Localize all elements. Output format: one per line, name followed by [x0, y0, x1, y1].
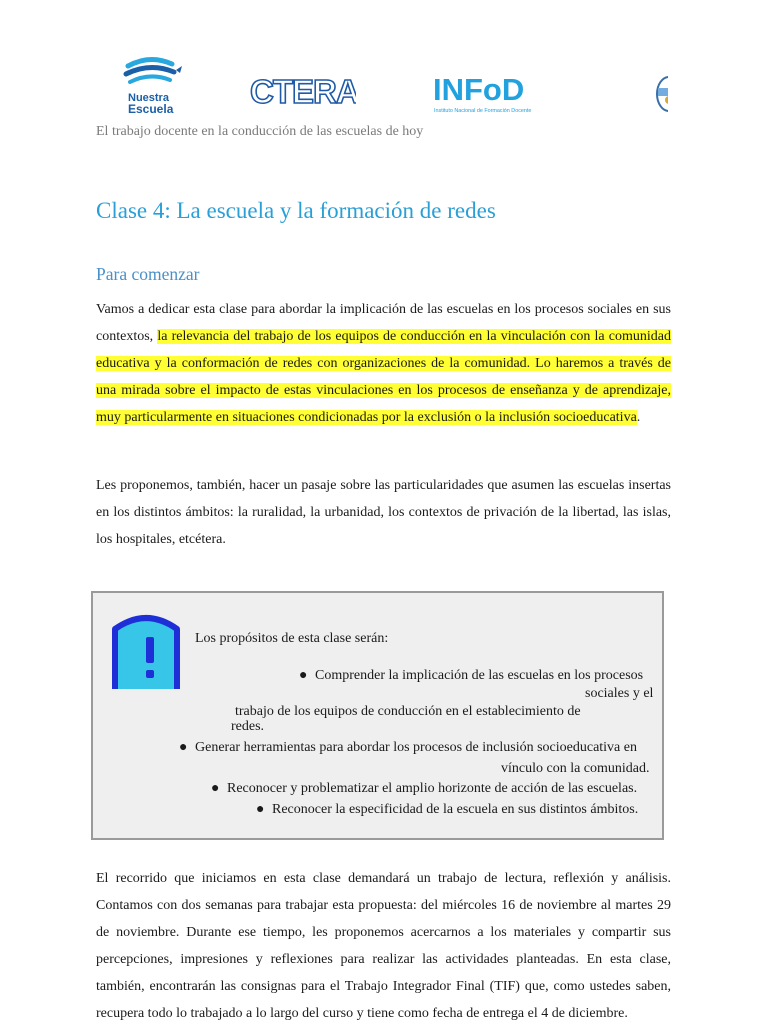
bullet-3: ●: [211, 781, 220, 796]
purpose-item-2: [179, 739, 637, 756]
nuestra-escuela-logo: [120, 56, 190, 120]
purposes-box: [91, 591, 664, 840]
infod-subtitle: Instituto Nacional de Formación Docente: [434, 108, 532, 114]
ctera-logo: [248, 72, 356, 110]
purposes-intro: Los propósitos de esta clase serán:: [195, 631, 389, 646]
paragraph-two: Les proponemos, también, hacer un pasaje sobre las particularidades que asumen las escuelas insertas en los distintos ámbitos: la ruralidad, la urbanidad, los contextos de privación de la libertad, las islas, los hospitales, etcétera.: [96, 478, 671, 547]
intro-paragraph: [96, 296, 671, 431]
paragraph-three: El recorrido que iniciamos en esta clase demandará un trabajo de lectura, reflexión y análisis. Contamos con dos semanas para trabajar esta propuesta: del miércoles 16 de noviembre al martes 29 de noviembre. Durante ese tiempo, les proponemos acercarnos a los materiales y compartir sus percepciones, impresiones y reflexiones para realizar las actividades planteadas. En esta clase, también, encontrarán las consignas para el Trabajo Integrador Final (TIF) que, como ustedes saben, recupera todo lo trabajado a lo largo del curso y tiene como fecha de entrega el 4 de diciembre.: [96, 871, 671, 1021]
government-emblem-logo: [654, 74, 668, 114]
infod-logo: [432, 70, 544, 116]
course-title: El trabajo docente en la conducción de las escuelas de hoy: [96, 124, 424, 139]
purpose-item-3: [211, 780, 637, 797]
intro-end-text: .: [636, 410, 641, 425]
bullet-4: ●: [256, 802, 265, 817]
intro-plain-text: Vamos a dedicar esta clase para abordar la implicación de las escuelas en los procesos sociales en sus contextos,: [96, 302, 671, 344]
bullet-1: ●: [299, 668, 308, 683]
logo-bar: [0, 52, 768, 122]
section-title: Para comenzar: [96, 264, 200, 284]
purpose-2-line1: Generar herramientas para abordar los procesos de inclusión socioeducativa en: [195, 740, 637, 755]
page-title: Clase 4: La escuela y la formación de redes: [96, 198, 496, 223]
infod-wordmark: INFoD: [433, 72, 525, 107]
purpose-1-line4: redes.: [231, 719, 265, 734]
purpose-1-line2: sociales y el: [585, 686, 654, 701]
ctera-wordmark: CTERA: [250, 73, 356, 110]
bullet-2: ●: [179, 740, 188, 755]
purpose-1-line3: trabajo de los equipos de conducción en el establecimiento de: [235, 704, 581, 719]
purpose-2-line2: vínculo con la comunidad.: [501, 761, 650, 776]
purpose-item-1: [299, 667, 643, 684]
purpose-1-line1: Comprender la implicación de las escuelas en los procesos: [315, 668, 644, 683]
nuestra-escuela-line2: Escuela: [128, 102, 174, 116]
shield-exclamation-icon: [111, 611, 181, 689]
nuestra-escuela-line1: Nuestra: [128, 92, 169, 104]
nuestra-escuela-mark-icon: [120, 56, 190, 120]
purpose-3-line1: Reconocer y problematizar el amplio horizonte de acción de las escuelas.: [227, 781, 638, 796]
purpose-4-line1: Reconocer la especificidad de la escuela en sus distintos ámbitos.: [272, 802, 639, 817]
intro-highlighted-text: la relevancia del trabajo de los equipos de conducción en la vinculación con la comunidad educativa y la conformación de redes con organizaciones de la comunidad. Lo haremos a través de una mirada sobre el impacto de estas vinculaciones en los procesos de enseñanza y de aprendizaje, muy particularmente en situaciones condicionadas por la exclusión o la inclusión socioeducativa: [96, 329, 672, 425]
purpose-item-4: [256, 801, 638, 818]
